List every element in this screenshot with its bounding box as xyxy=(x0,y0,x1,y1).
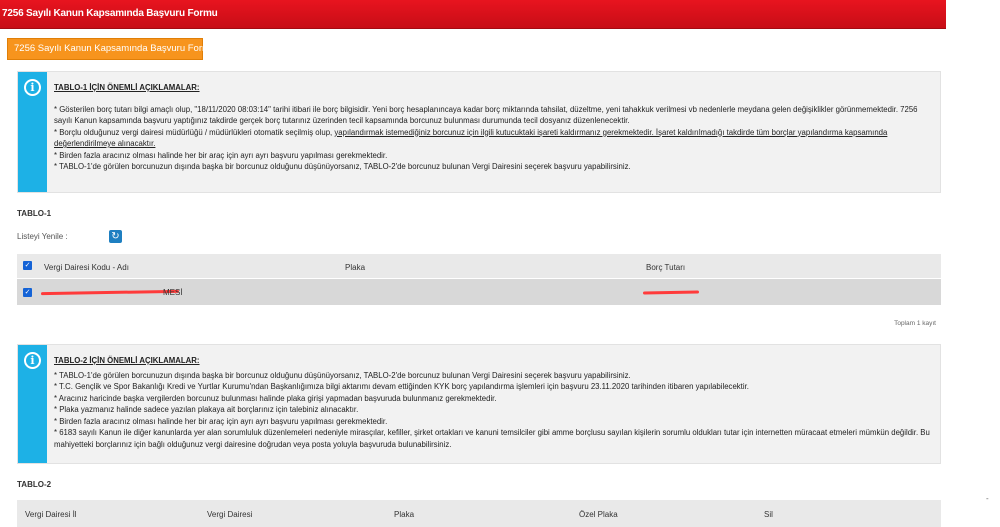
row-checkbox[interactable]: ✓ xyxy=(24,289,31,296)
tablo1-info-item xyxy=(54,127,932,150)
column-header-office: Vergi Dairesi xyxy=(207,510,253,519)
column-header-office: Vergi Dairesi Kodu - Adı xyxy=(44,263,129,272)
record-count: Toplam 1 kayıt xyxy=(894,320,936,327)
tablo1-info-item-underlined: yapılandırmak istemediğiniz borcunuz için ilgili kutucuktaki işareti kaldırmanız gerekmektedir. İşaret kaldırılmadığı takdirde tüm borçlar yapılandırma kapsamında değerlendirilmeye alınacaktır. xyxy=(54,127,888,148)
refresh-list-label: Listeyi Yenile : xyxy=(17,232,68,241)
scroll-marker: - xyxy=(986,494,989,503)
tablo1-header-row xyxy=(17,254,941,278)
tablo2-title: TABLO-2 xyxy=(17,480,52,489)
tablo1-info-item: * Birden fazla aracınız olması halinde her bir araç için ayrı ayrı başvuru yapılması gerekmektedir. xyxy=(54,150,388,160)
page-title: 7256 Sayılı Kanun Kapsamında Başvuru Formu xyxy=(2,8,218,19)
tablo1-info-item: * TABLO-1'de görülen borcunuzun dışında başka bir borcunuz olduğunu düşünüyorsanız, TABLO-2'de borcunuz bulunan Vergi Dairesini seçerek başvuru yapabilirsiniz. xyxy=(54,162,631,171)
column-header-plate: Plaka xyxy=(394,510,415,519)
column-header-plate: Plaka xyxy=(345,263,366,272)
tablo1-title: TABLO-1 xyxy=(17,209,52,218)
info-icon: i xyxy=(24,352,41,369)
tablo1-info-content xyxy=(54,82,932,173)
tablo2-info-box xyxy=(17,344,941,464)
table-row[interactable] xyxy=(17,279,941,305)
tablo1-info-item: * Gösterilen borç tutarı bilgi amaçlı olup, "18/11/2020 08:03:14" tarihi itibari ile borç bilgisidir. Yeni borç hesaplanıncaya kadar borç miktarında tahsilat, düzeltme, yeni tahakkuk verilmesi vb nedenlerle meydana gelen değişiklikler görünmemektedir. 7256 sayılı Kanun kapsamında başvuru yaptığınız takdirde gerçek borç tutarınız üzerinden tecil kapsamında borcunuz bulunması durumunda tecil dosyanız düzenlenecektir. xyxy=(54,104,918,125)
redaction-mark xyxy=(41,290,179,295)
tablo2-info-heading: TABLO-2 İÇİN ÖNEMLİ AÇIKLAMALAR: xyxy=(54,356,200,365)
application-form-button[interactable]: 7256 Sayılı Kanun Kapsamında Başvuru Formu xyxy=(7,38,203,60)
column-header-special-plate: Özel Plaka xyxy=(579,510,618,519)
tablo2-info-item: * Plaka yazmanız halinde sadece yazılan plakaya ait borçlarınız için talebiniz alınacaktır. xyxy=(54,405,359,414)
redaction-mark xyxy=(643,291,699,295)
tablo2-info-item: * T.C. Gençlik ve Spor Bakanlığı Kredi ve Yurtlar Kurumu'ndan Başkanlığımıza bilgi aktarımı devam ettiğinden KYK borç yapılandırma işlemleri için başvuru 23.11.2020 tarihinden itibaren yapılabilecektir. xyxy=(54,382,749,391)
tablo2-header-row xyxy=(17,500,941,527)
info-icon: i xyxy=(24,79,41,96)
title-bar xyxy=(0,0,946,29)
refresh-icon: ↻ xyxy=(111,231,120,242)
tablo2-info-item: * 6183 sayılı Kanun ile diğer kanunlarda yer alan sorumluluk düzenlemeleri nedeniyle mirasçılar, kefiller, şirket ortakları ve kanuni temsilciler gibi amme borçlusu sayılan kişilerin sorumlu oldukları tutar için internetten müracaat etmeleri mümkün değildir. Bu mahiyetteki borçlarınız için bağlı olduğunuz vergi dairesine doğrudan veya posta yoluyla başvuruda bulunabilirsiniz. xyxy=(54,428,930,449)
tablo2-info-content xyxy=(54,355,932,450)
tablo2-info-item: * TABLO-1'de görülen borcunuzun dışında başka bir borcunuz olduğunu düşünüyorsanız, TABLO-2'de borcunuz bulunan Vergi Dairesini seçerek başvuru yapabilirsiniz. xyxy=(54,370,631,380)
column-header-debt-amount: Borç Tutarı xyxy=(646,263,686,272)
tablo1-info-heading: TABLO-1 İÇİN ÖNEMLİ AÇIKLAMALAR: xyxy=(54,83,200,92)
tablo2-info-item: * Aracınız haricinde başka vergilerden borcunuz bulunması halinde plaka girişi yapmadan başvuruda bulunmanız gerekmektedir. xyxy=(54,393,497,403)
tablo2-info-item: * Birden fazla aracınız olması halinde her bir araç için ayrı ayrı başvuru yapılması gerekmektedir. xyxy=(54,416,388,426)
column-header-delete: Sil xyxy=(764,510,773,519)
tablo1-info-item-text: * Borçlu olduğunuz vergi dairesi müdürlüğü / müdürlükleri otomatik seçilmiş olup, xyxy=(54,127,335,137)
office-name-cell: MESİ xyxy=(163,288,183,297)
column-header-office-province: Vergi Dairesi İl xyxy=(25,510,77,519)
tablo1-info-box xyxy=(17,71,941,193)
refresh-button[interactable] xyxy=(109,230,122,243)
select-all-checkbox[interactable]: ✓ xyxy=(24,262,31,269)
